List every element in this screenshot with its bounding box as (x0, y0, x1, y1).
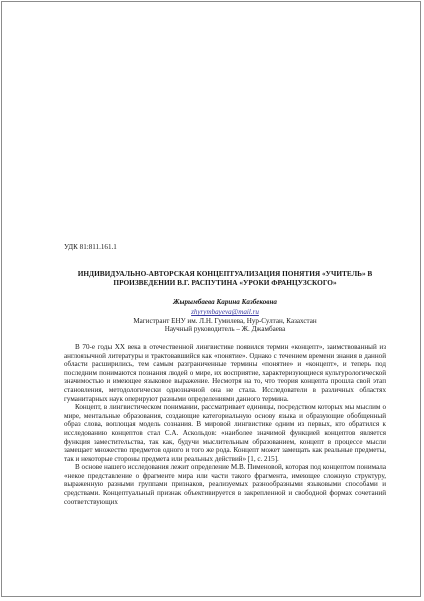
article-body (64, 243, 386, 506)
udk-code: УДК 81:811.161.1 (64, 243, 117, 251)
author-name: Жырымбаева Карина Казбековна (173, 297, 277, 306)
paragraph-1: В 70-е годы XX века в отечественной лингвистике появился термин «концепт», заимствованный из англоязычной литературы и трактовавшийся как «понятие». Однако с течением времени знания в данной области расширились, тем самым разграниченные термины «понятие» и «концепт», и теперь под последним понимаются познания людей о мире, их восприятие, характеризующиеся культурологической значимостью и имеющее языковое выражение. Несмотря на то, что теория концепта прошла свой этап становления, методологически однозначной она не стала. Исследователи в различных областях гуманитарных наук оперируют разными определениями данного термина. (64, 342, 386, 403)
paragraph-3: В основе нашего исследования лежит определение М.В. Пименовой, которая под концептом понимала «некое представление о фрагменте мира или части такого фрагмента, имеющее сложную структуру, выраженную разными группами признаков, реализуемых разнообразными языковыми способами и средствами. Концептуальный признак объективируется в закрепленной и свободной формах сочетаний соответствующих (64, 463, 386, 506)
scientific-supervisor: Научный руководитель – Ж. Джамбаева (164, 325, 286, 334)
paragraph-2: Концепт, в лингвистическом понимании, рассматривает единицы, посредством которых мы мыслим о мире, ментальные образования, создающие категориальную основу языка и образующие обобщенный образ слова, воплощая модель сознания. В мировой лингвистике одним из первых, кто обратился к исследованию концептов стал С.А. Аскольдов: «наиболее значимой функцией концептов является функция заместительства, так как, будучи мыслительным образованием, концепт в процессе мысли замещает множество предметов одного и того же рода. Концепт может замещать как реальные предметы, так и некоторые стороны предмета или реальных действий» [1, с. 215]. (64, 403, 386, 463)
article-title: ИНДИВИДУАЛЬНО-АВТОРСКАЯ КОНЦЕПТУАЛИЗАЦИЯ ПОНЯТИЯ «УЧИТЕЛЬ» В ПРОИЗВЕДЕНИИ В.Г. РАСПУТИНА «УРОКИ ФРАНЦУЗСКОГО» (77, 268, 373, 287)
author-email-link[interactable]: zhyrymbayeva@mail.ru (191, 308, 259, 317)
author-affiliation: Магистрант ЕНУ им. Л.Н. Гумилева, Нур-Султан, Казахстан (133, 316, 317, 325)
document-page (1, 1, 421, 597)
